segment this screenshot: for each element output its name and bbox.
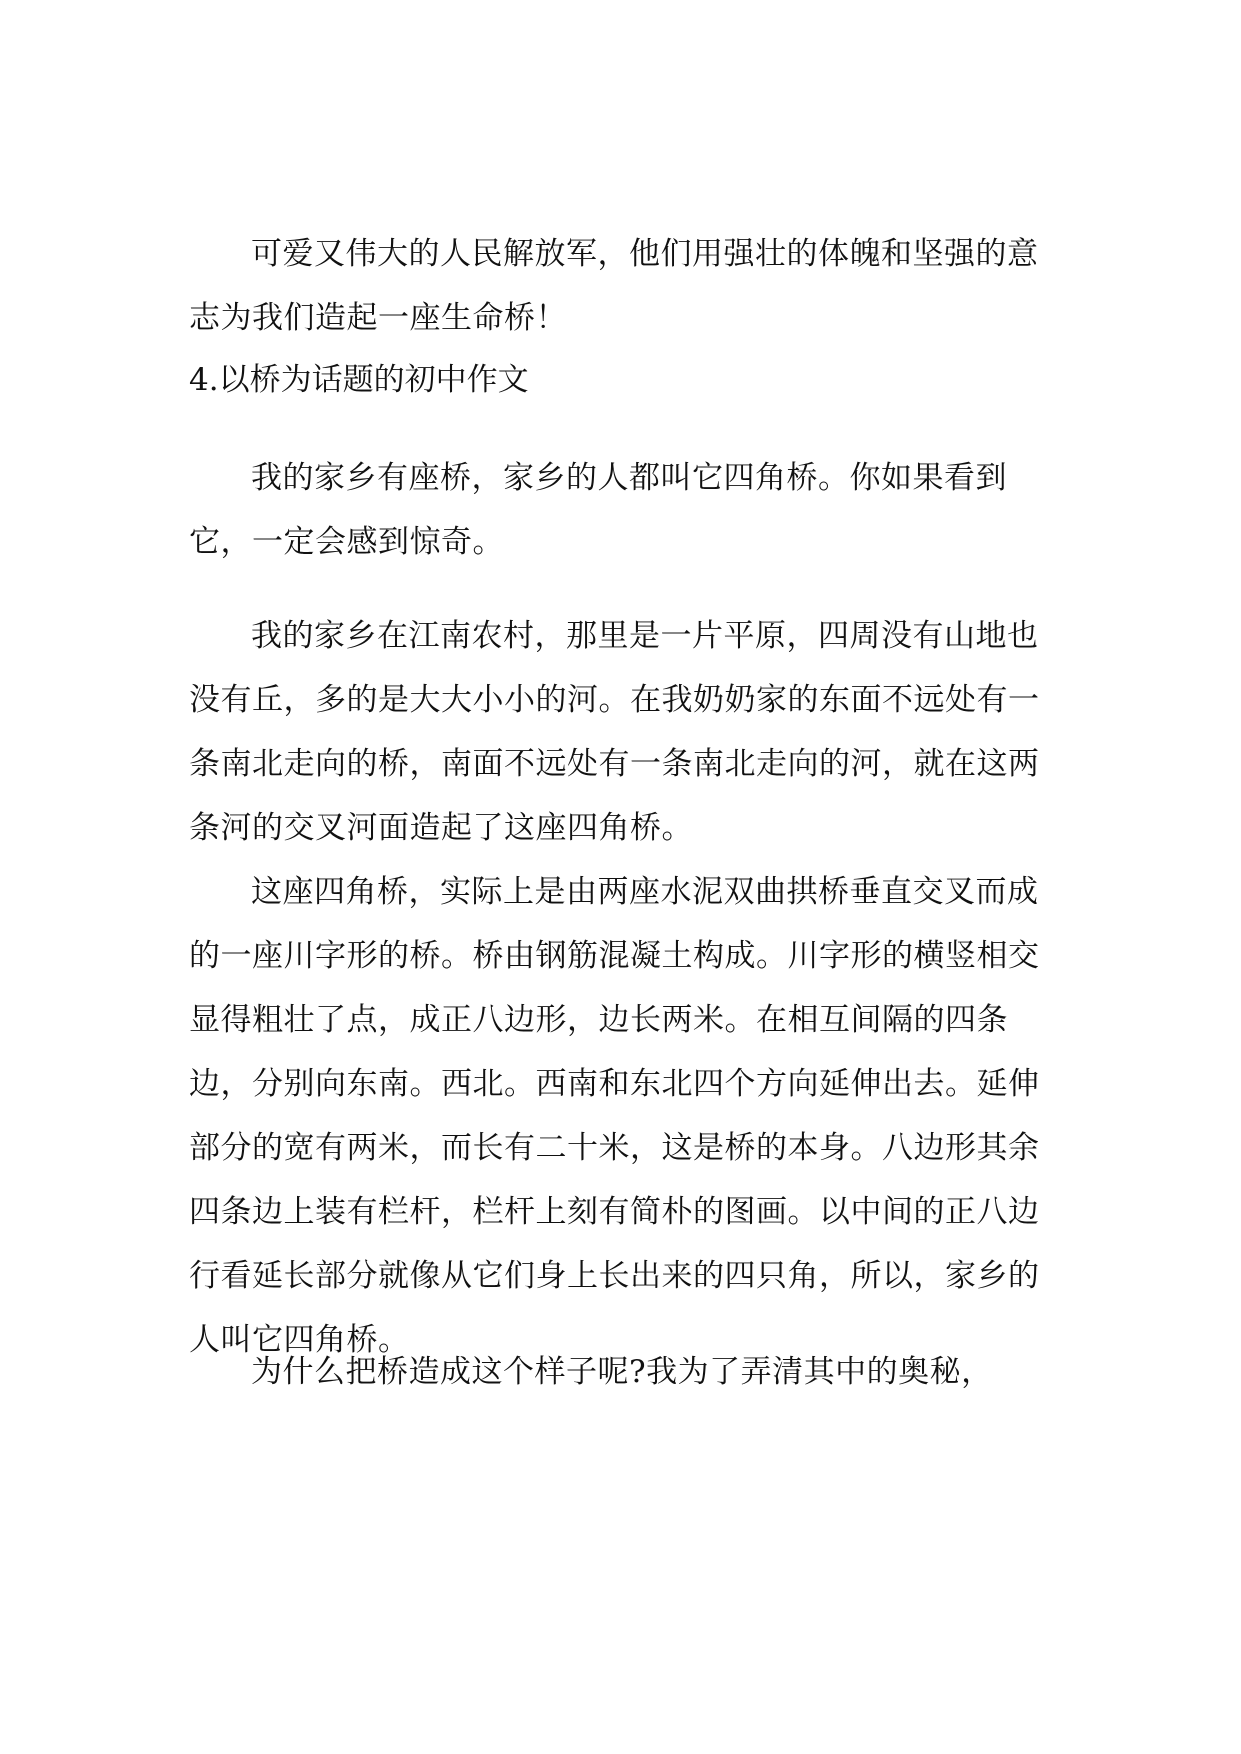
paragraph-bridge-structure: 这座四角桥，实际上是由两座水泥双曲拱桥垂直交叉而成的一座川字形的桥。桥由钢筋混凝土构成。川字形的横竖相交显得粗壮了点，成正八边形，边长两米。在相互间隔的四条边，分别向东南。西北。西南和东北四个方向延伸出去。延伸部分的宽有两米，而长有二十米，这是桥的本身。八边形其余四条边上装有栏杆，栏杆上刻有简朴的图画。以中间的正八边行看延长部分就像从它们身上长出来的四只角，所以，家乡的人叫它四角桥。 xyxy=(189,874,1040,1358)
section-heading: 4.以桥为话题的初中作文 xyxy=(189,362,529,398)
paragraph-intro-four-corner-bridge: 我的家乡有座桥，家乡的人都叫它四角桥。你如果看到它，一定会感到惊奇。 xyxy=(189,460,1007,560)
paragraph-pla-army-bridge: 可爱又伟大的人民解放军，他们用强壮的体魄和坚强的意志为我们造起一座生命桥！ xyxy=(189,236,1039,336)
paragraph-hometown-rivers: 我的家乡在江南农村，那里是一片平原，四周没有山地也没有丘，多的是大大小小的河。在我奶奶家的东面不远处有一条南北走向的桥，南面不远处有一条南北走向的河，就在这两条河的交叉河面造起了这座四角桥。 xyxy=(189,618,1040,846)
paragraph-why-this-shape: 为什么把桥造成这个样子呢?我为了弄清其中的奥秘， xyxy=(251,1354,993,1390)
